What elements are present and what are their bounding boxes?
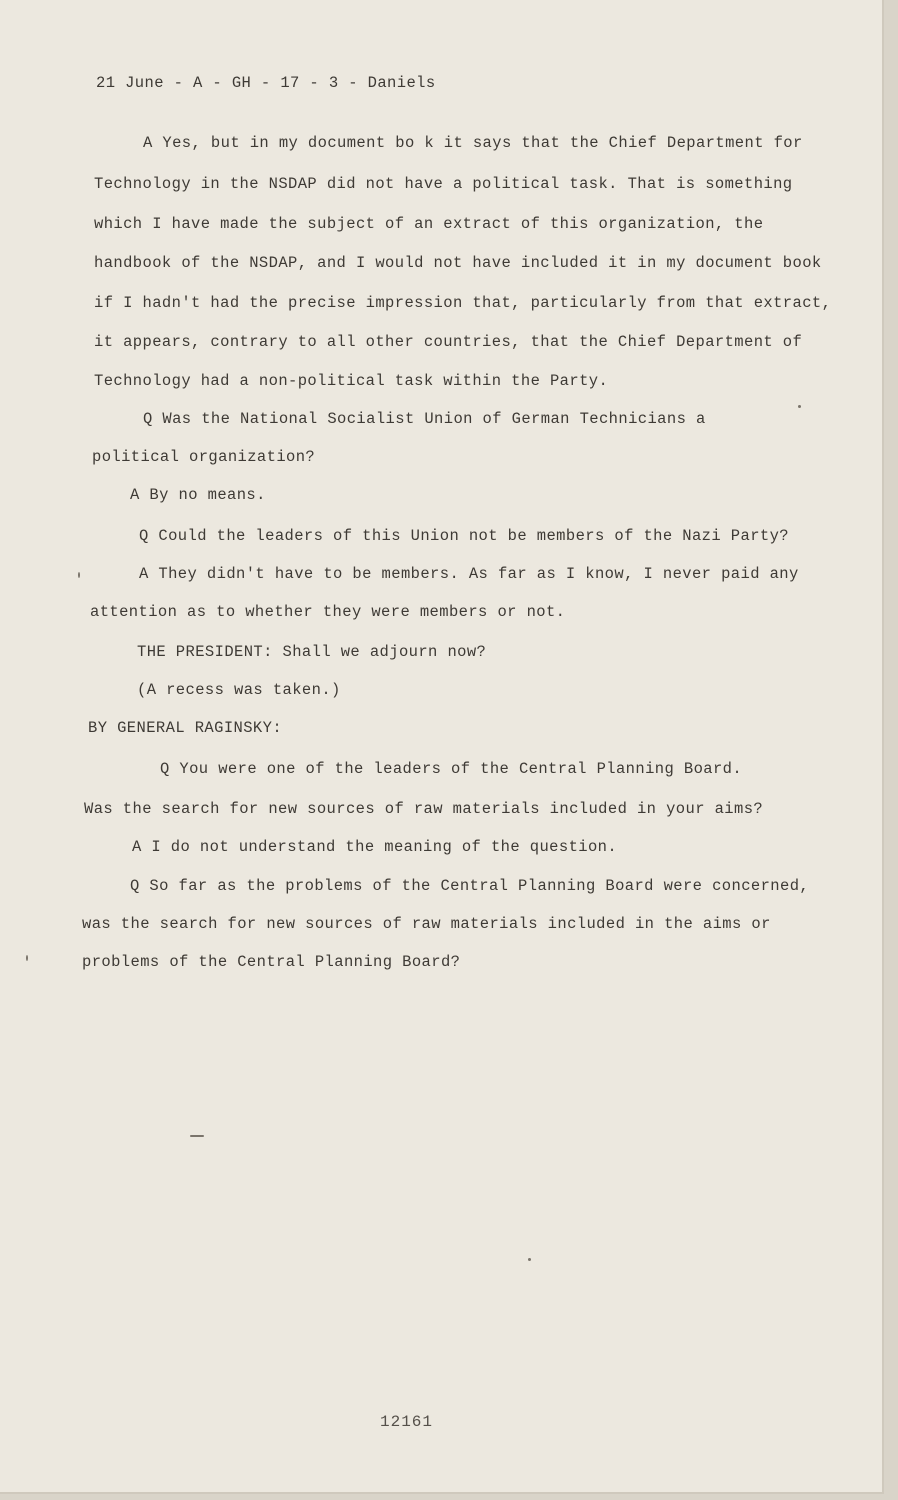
- text-line: if I hadn't had the precise impression that, particularly from that extract,: [94, 294, 832, 312]
- paper-speck: [190, 1135, 204, 1137]
- text-line: Technology in the NSDAP did not have a political task. That is something: [94, 175, 793, 193]
- answer-line: A I do not understand the meaning of the question.: [132, 838, 618, 856]
- text-line: political organization?: [92, 448, 316, 466]
- paper-speck: [528, 1258, 531, 1261]
- page-header: 21 June - A - GH - 17 - 3 - Daniels: [96, 74, 436, 92]
- text-line: which I have made the subject of an extract of this organization, the: [94, 215, 764, 233]
- president-line: THE PRESIDENT: Shall we adjourn now?: [137, 643, 487, 661]
- text-line: A They didn't have to be members. As far as I know, I never paid any: [139, 565, 799, 583]
- text-line: was the search for new sources of raw materials included in the aims or: [82, 915, 771, 933]
- question-line: Q Could the leaders of this Union not be members of the Nazi Party?: [139, 527, 790, 545]
- text-line: A Yes, but in my document bo k it says that the Chief Department for: [143, 134, 803, 152]
- text-line: Q So far as the problems of the Central Planning Board were concerned,: [130, 877, 810, 895]
- text-line: problems of the Central Planning Board?: [82, 953, 461, 971]
- speaker-heading: BY GENERAL RAGINSKY:: [88, 719, 283, 737]
- paper-speck: [78, 572, 80, 578]
- paper-speck: [26, 955, 28, 961]
- answer-line: A By no means.: [130, 486, 266, 504]
- text-line: Q Was the National Socialist Union of German Technicians a: [143, 410, 706, 428]
- text-line: Was the search for new sources of raw materials included in your aims?: [84, 800, 764, 818]
- recess-note: (A recess was taken.): [137, 681, 341, 699]
- text-line: Technology had a non-political task within the Party.: [94, 372, 609, 390]
- page-number: 12161: [380, 1413, 434, 1431]
- text-line: it appears, contrary to all other countries, that the Chief Department of: [94, 333, 803, 351]
- text-line: Q You were one of the leaders of the Central Planning Board.: [160, 760, 743, 778]
- text-line: handbook of the NSDAP, and I would not have included it in my document book: [94, 254, 822, 272]
- paper-speck: [798, 405, 801, 408]
- text-line: attention as to whether they were members or not.: [90, 603, 566, 621]
